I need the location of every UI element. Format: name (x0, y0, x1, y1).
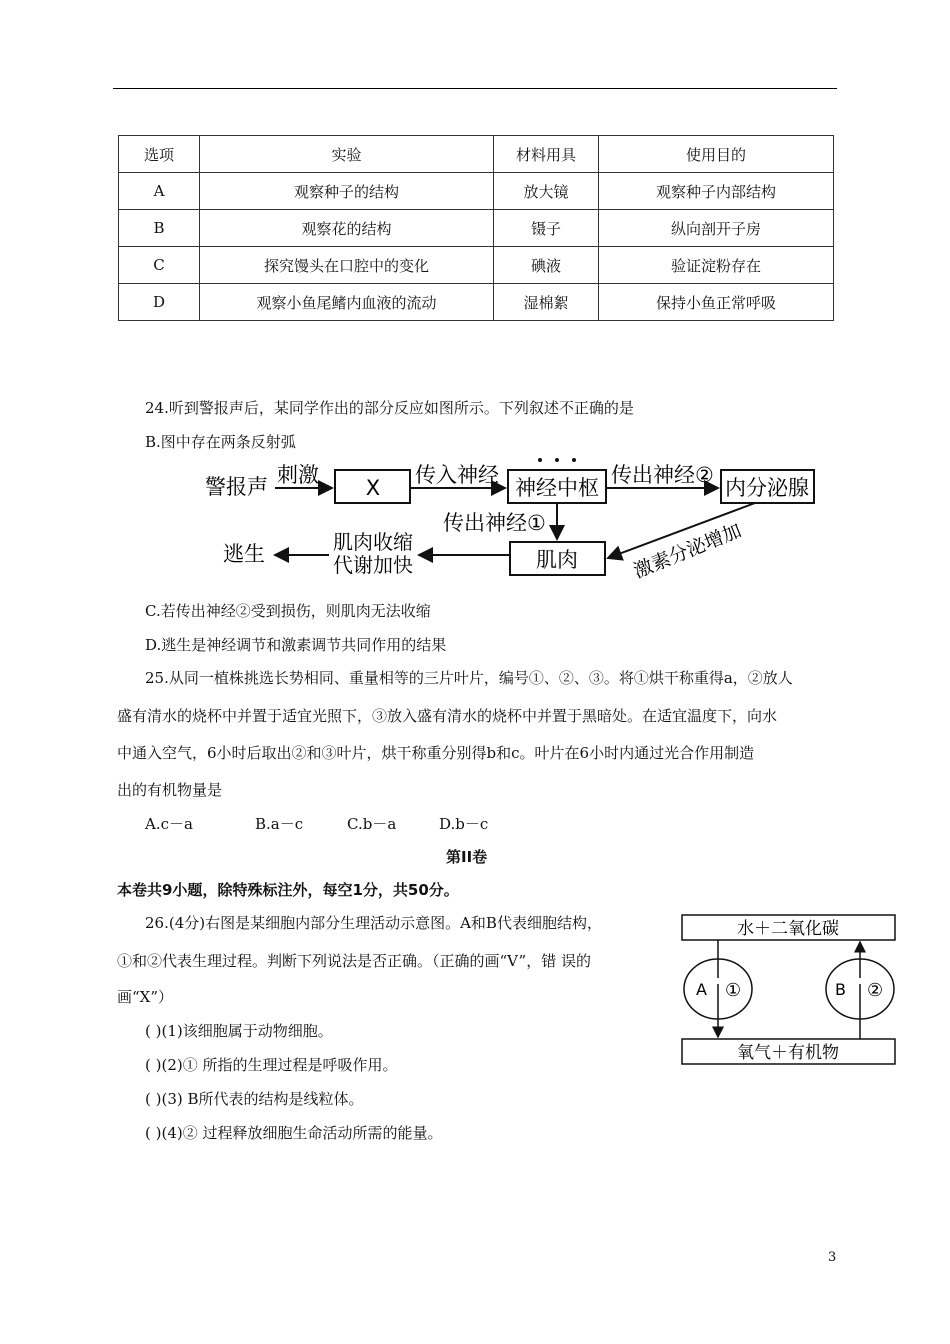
table-header-row (119, 136, 834, 173)
q25-line-1: 25.从同一植株挑选长势相同、重量相等的三片叶片，编号①、②、③。将①烘干称重得a，②放人 (145, 669, 793, 687)
q25-option-c: C.b－a (347, 815, 397, 833)
dot-mark (555, 458, 559, 462)
part2-note: 本卷共9小题，除特殊标注外，每空1分，共50分。 (117, 881, 459, 899)
efferent1-label: 传出神经① (443, 511, 546, 535)
table-cell: 观察小鱼尾鳍内血液的流动 (200, 284, 494, 321)
table-header-cell: 选项 (119, 136, 200, 173)
q26-line-2: ①和②代表生理过程。判断下列说法是否正确。（正确的画“V”，错 误的 (117, 952, 591, 970)
table-header-cell: 材料用具 (494, 136, 599, 173)
table-cell: B (119, 210, 200, 247)
q26-item-2: ( )(2)① 所指的生理过程是呼吸作用。 (145, 1056, 398, 1074)
page-number: 3 (828, 1250, 837, 1265)
contract-label-2: 代谢加快 (333, 553, 413, 577)
escape-label: 逃生 (223, 542, 265, 566)
top-label: 水＋二氧化碳 (737, 919, 839, 939)
table-cell: 保持小鱼正常呼吸 (599, 284, 834, 321)
table-cell: 镊子 (494, 210, 599, 247)
table-cell: C (119, 247, 200, 284)
q24-option-d: D.逃生是神经调节和激素调节共同作用的结果 (145, 636, 447, 654)
table-row (119, 173, 834, 210)
table-header-cell: 实验 (200, 136, 494, 173)
table-header-cell: 使用目的 (599, 136, 834, 173)
table-cell: 验证淀粉存在 (599, 247, 834, 284)
table-cell: 放大镜 (494, 173, 599, 210)
q25-line-4: 出的有机物量是 (117, 781, 223, 799)
center-label: 神经中枢 (515, 476, 599, 500)
hormone-label: 激素分泌增加 (630, 519, 745, 583)
label-p2: ② (867, 980, 884, 1001)
q26-item-3: ( )(3) B所代表的结构是线粒体。 (145, 1090, 364, 1108)
header-rule (113, 88, 837, 89)
dot-mark (572, 458, 576, 462)
dash-gap (857, 978, 863, 984)
q25-option-b: B.a－c (255, 815, 304, 833)
table-row (119, 210, 834, 247)
q24-option-c: C.若传出神经②受到损伤，则肌肉无法收缩 (145, 602, 431, 620)
label-p1: ① (725, 980, 742, 1001)
q26-line-1: 26.(4分)右图是某细胞内部分生理活动示意图。A和B代表细胞结构， (145, 914, 602, 932)
label-b: B (835, 980, 846, 999)
part2-title: 第II卷 (446, 848, 488, 866)
table-cell: 观察种子内部结构 (599, 173, 834, 210)
q25-option-a: A.c－a (145, 815, 193, 833)
stimulus-label: 刺激 (277, 463, 319, 487)
efferent2-label: 传出神经② (611, 463, 714, 487)
afferent-label: 传入神经 (415, 463, 499, 487)
dash-gap (715, 978, 721, 984)
bottom-label: 氧气＋有机物 (737, 1043, 839, 1063)
dot-mark (538, 458, 542, 462)
q26-line-3: 画“X”） (117, 988, 174, 1006)
q26-item-1: ( )(1)该细胞属于动物细胞。 (145, 1022, 333, 1040)
q25-line-2: 盛有清水的烧杯中并置于适宜光照下，③放入盛有清水的烧杯中并置于黑暗处。在适宜温度下，向水 (117, 707, 778, 725)
q24-option-b: B.图中存在两条反射弧 (145, 433, 296, 451)
muscle-label: 肌肉 (536, 548, 578, 572)
q26-item-4: ( )(4)② 过程释放细胞生命活动所需的能量。 (145, 1124, 443, 1142)
table-row (119, 247, 834, 284)
table-cell: 探究馒头在口腔中的变化 (200, 247, 494, 284)
table-cell: 纵向剖开子房 (599, 210, 834, 247)
table-cell: 观察花的结构 (200, 210, 494, 247)
gland-label: 内分泌腺 (725, 476, 809, 500)
table-cell: D (119, 284, 200, 321)
q25-option-d: D.b－c (439, 815, 489, 833)
q24-stem: 24.听到警报声后，某同学作出的部分反应如图所示。下列叙述不正确的是 (145, 399, 634, 417)
label-a: A (696, 980, 707, 999)
q25-line-3: 中通入空气，6小时后取出②和③叶片，烘干称重分别得b和c。叶片在6小时内通过光合作用制造 (117, 744, 755, 762)
x-label: X (365, 476, 381, 500)
table-cell: 碘液 (494, 247, 599, 284)
table-cell: A (119, 173, 200, 210)
table-cell: 观察种子的结构 (200, 173, 494, 210)
cell-diagram (680, 912, 900, 1070)
alarm-label: 警报声 (205, 475, 268, 499)
options-table (118, 135, 834, 321)
table-cell: 湿棉絮 (494, 284, 599, 321)
table-row (119, 284, 834, 321)
reflex-diagram (195, 450, 825, 590)
contract-label-1: 肌肉收缩 (333, 530, 413, 554)
